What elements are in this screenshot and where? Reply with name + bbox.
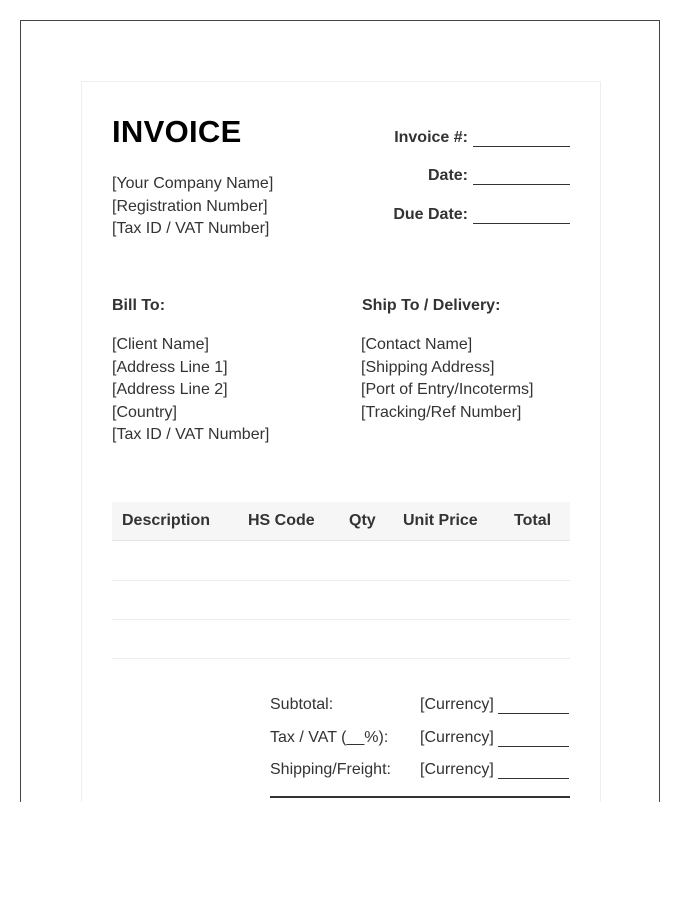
bill-to-title: Bill To: [112,297,166,314]
date-label: Date: [427,167,468,184]
subtotal-label: Subtotal: [270,696,334,713]
ship-to-title: Ship To / Delivery: [362,297,501,314]
col-total: Total [514,512,552,529]
shipping-label: Shipping/Freight: [270,761,391,778]
subtotal-currency: [Currency] [420,696,494,713]
col-unit-price: Unit Price [403,512,478,529]
invoice-number-row [394,129,570,147]
company-name: [Your Company Name] [112,175,274,192]
subtotal-field[interactable] [498,697,569,714]
country: [Country] [112,403,177,421]
table-row[interactable] [112,580,570,581]
items-table-header [112,502,570,541]
port-of-entry: [Port of Entry/Incoterms] [361,381,534,398]
date-row [428,167,570,185]
subtotal-value [420,696,569,714]
due-date-row [393,206,570,224]
col-hs-code: HS Code [248,512,315,529]
col-qty: Qty [349,512,376,529]
contact-name: [Contact Name] [361,336,473,353]
client-tax-id: [Tax ID / VAT Number] [112,426,270,443]
company-tax-id: [Tax ID / VAT Number] [112,220,270,237]
address-line-2: [Address Line 2] [112,381,228,398]
bill-to-address [112,334,269,447]
tax-label: Tax / VAT (__%): [270,729,389,746]
shipping-field[interactable] [498,762,569,779]
address-line-1: [Address Line 1] [112,358,228,376]
date-field[interactable] [473,168,570,185]
table-row[interactable] [112,619,570,620]
tax-currency: [Currency] [420,729,494,746]
ship-to-address [361,334,534,424]
client-name: [Client Name] [112,336,209,353]
tax-field[interactable] [498,730,569,747]
table-row[interactable] [112,658,570,659]
company-block [112,173,273,241]
shipping-value [420,761,569,779]
col-description: Description [122,512,211,529]
invoice-number-field[interactable] [473,130,570,147]
grand-total-rule [270,796,570,798]
tracking-number: [Tracking/Ref Number] [361,403,522,421]
invoice-number-label: Invoice #: [394,129,468,146]
shipping-currency: [Currency] [420,761,494,778]
invoice-title: INVOICE [112,114,242,149]
registration-number: [Registration Number] [112,197,268,215]
shipping-address: [Shipping Address] [361,358,495,376]
tax-value [420,729,569,747]
due-date-field[interactable] [473,207,570,224]
due-date-label: Due Date: [393,206,468,223]
